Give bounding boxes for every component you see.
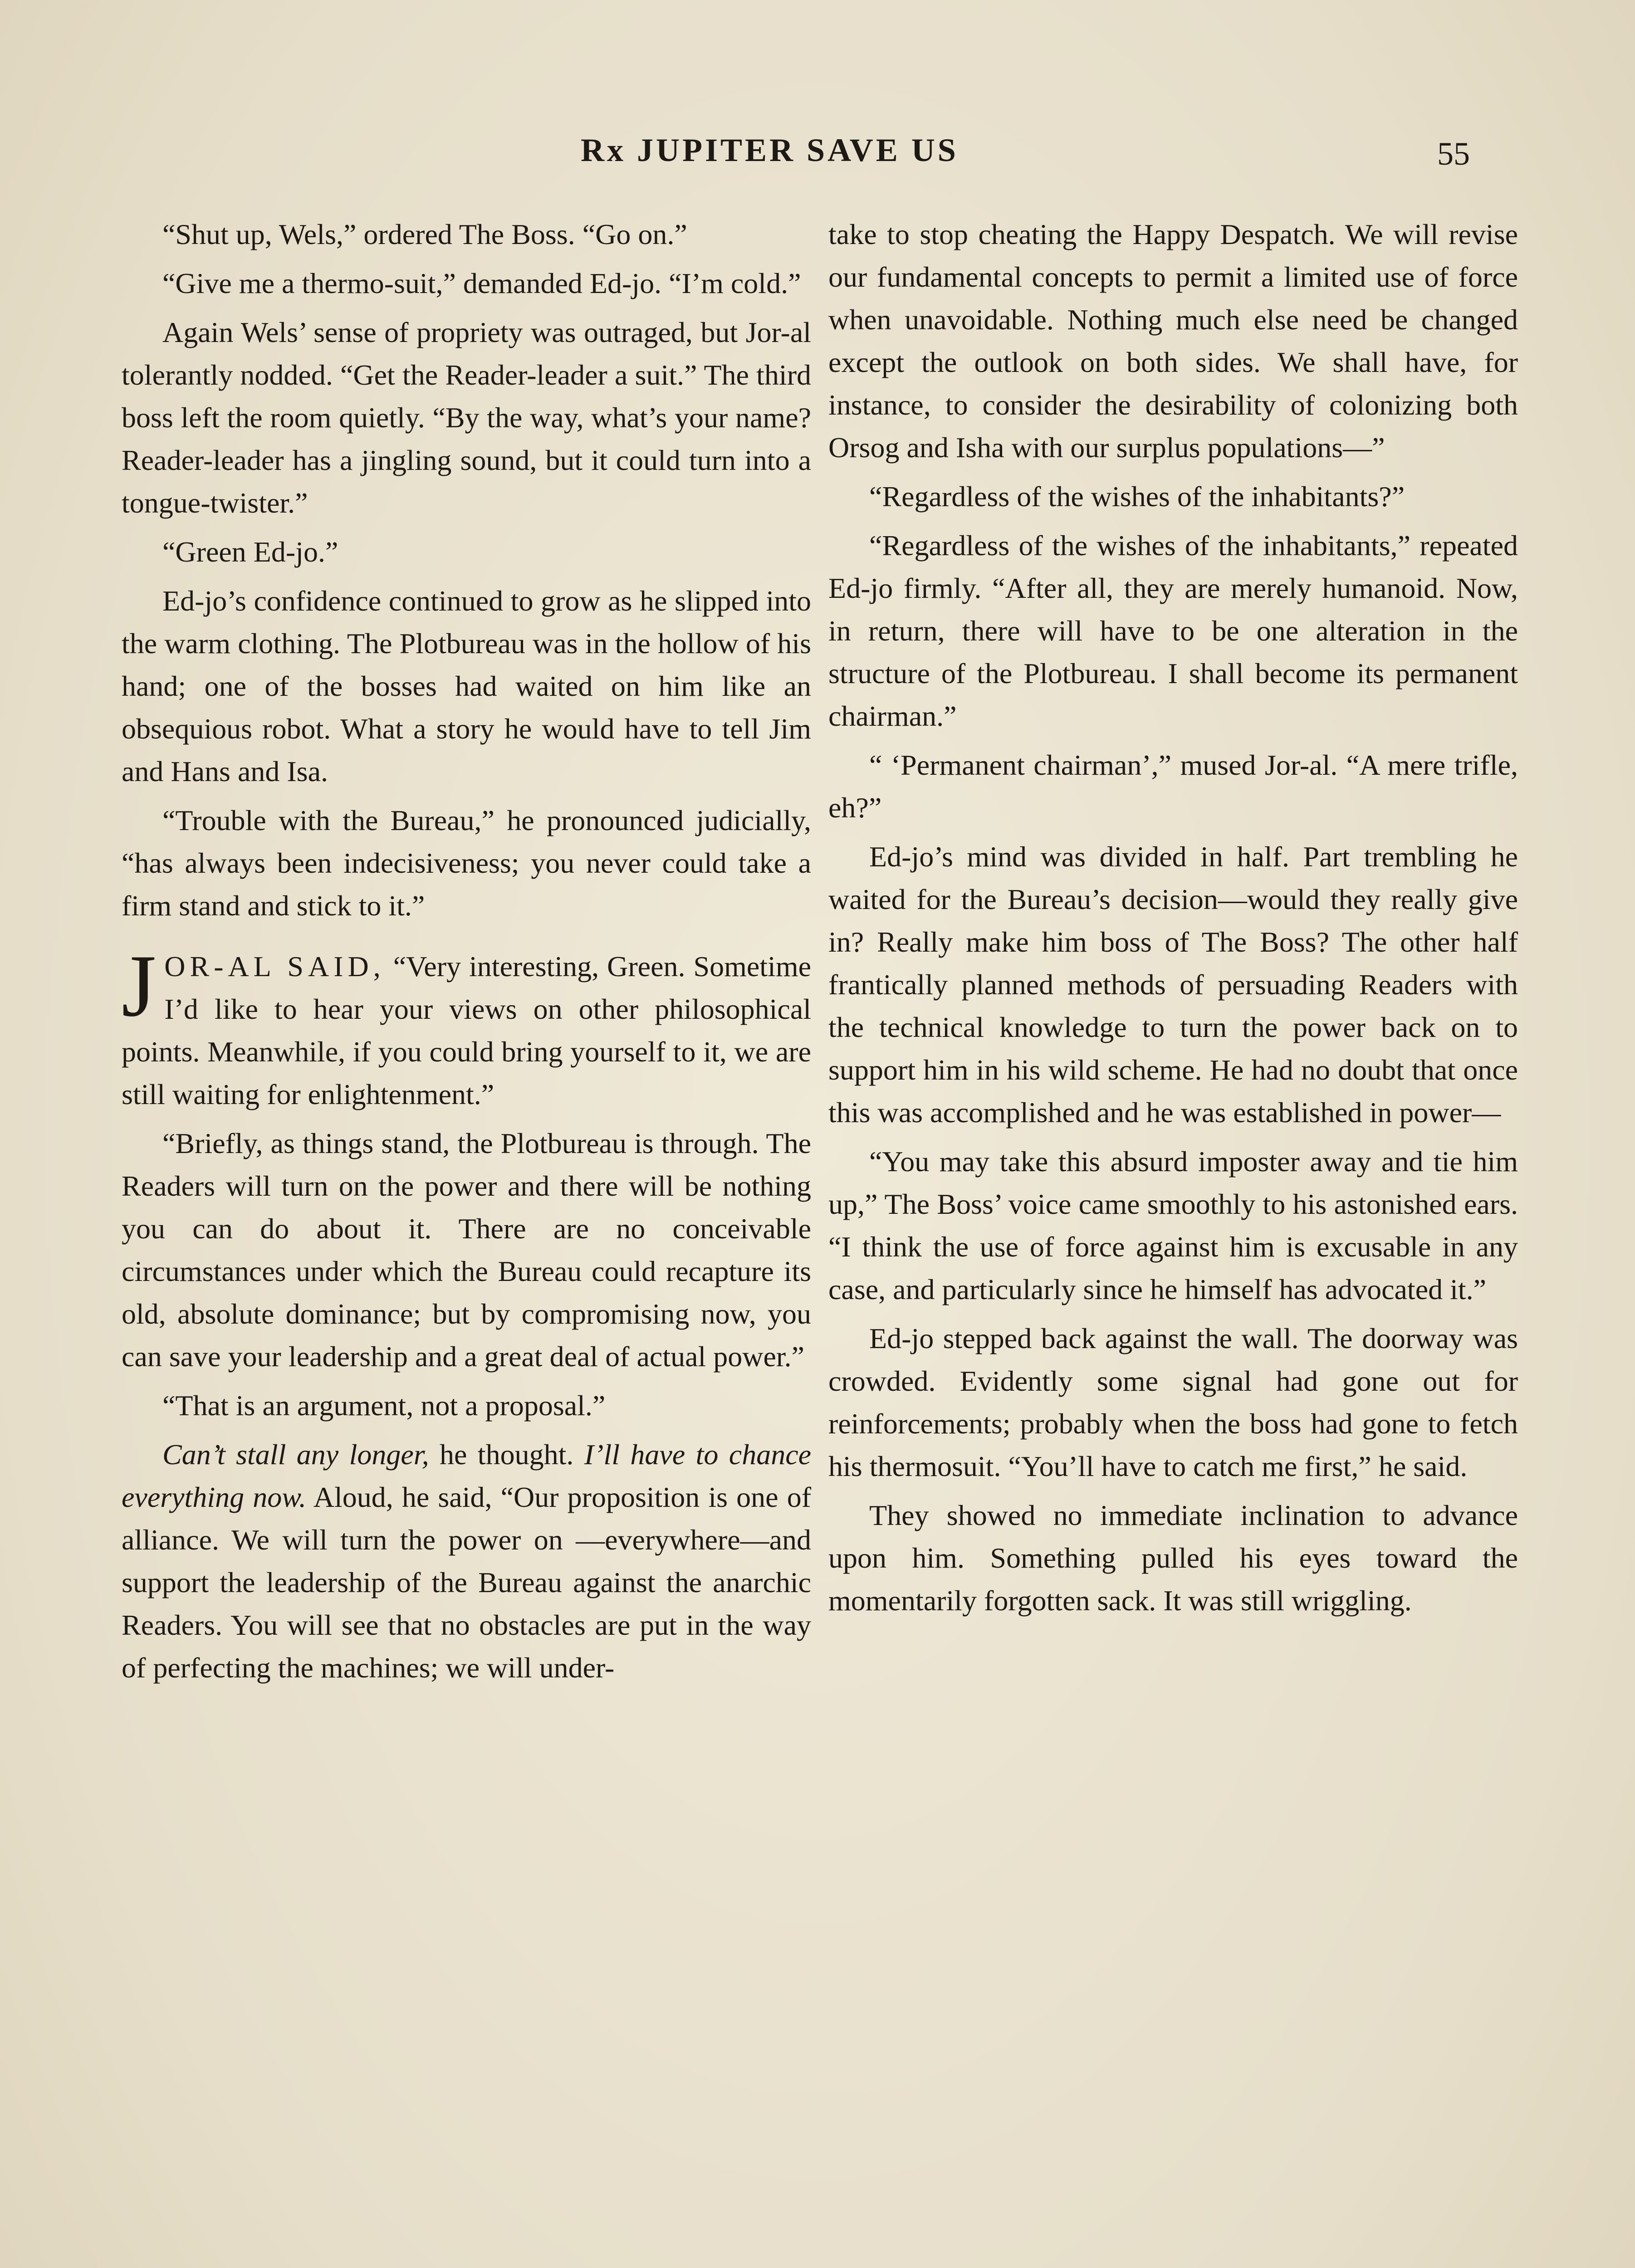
paragraph: They showed no immediate inclination to advance upon him. Something pulled his eyes toward the momentarily forgotten sack. It was still wriggling. bbox=[828, 1499, 1518, 1617]
paragraph: Ed-jo stepped back against the wall. The doorway was crowded. Evidently some signal had gone out for reinforcements; probably when the boss had gone to fetch his thermosuit. “You’ll have to catch me first,” he said. bbox=[828, 1322, 1518, 1482]
drop-cap: J bbox=[122, 937, 157, 1035]
paragraph bbox=[122, 1433, 811, 1689]
paragraph: “Regardless of the wishes of the inhabitants,” repeated Ed-jo firmly. “After all, they are merely humanoid. Now, in return, there will have to be one alteration in the structure of the Plotbureau. I shall become its permanent chairman.” bbox=[828, 529, 1518, 732]
paragraph: “Green Ed-jo.” bbox=[162, 536, 338, 568]
paragraph: “ ‘Permanent chairman’,” mused Jor-al. “A mere trifle, eh?” bbox=[828, 749, 1518, 824]
running-title: Rx JUPITER SAVE US bbox=[581, 132, 959, 168]
right-column bbox=[828, 213, 1518, 1628]
paragraph: “Trouble with the Bureau,” he pronounced judicially, “has always been indecisiveness; you never could take a firm stand and stick to it.” bbox=[122, 804, 811, 922]
paragraph: “That is an argument, not a proposal.” bbox=[162, 1389, 606, 1422]
page-number: 55 bbox=[1437, 136, 1470, 172]
paragraph-text: “Very interesting, Green. Sometime I’d like to hear your views on other philosophical points. Meanwhile, if you could bring yourself to it, we are still waiting for enlightenment.” bbox=[122, 950, 812, 1110]
section-lead: OR-AL SAID, bbox=[164, 950, 385, 982]
paragraph: “Shut up, Wels,” ordered The Boss. “Go on.” bbox=[162, 218, 687, 250]
paragraph: Ed-jo’s mind was divided in half. Part trembling he waited for the Bureau’s decision—would they really give in? Really make him boss of The Boss? The other half frantically planned methods of persuading Readers with the technical knowledge to turn the power back on to support him in his wild scheme. He had no doubt that once this was accomplished and he was established in power— bbox=[828, 841, 1518, 1129]
italic-text: I’ll have to chance everything now. bbox=[122, 1438, 812, 1513]
paragraph: “Give me a thermo-suit,” demanded Ed-jo. “I’m cold.” bbox=[162, 267, 801, 299]
left-column bbox=[122, 213, 811, 1696]
paragraph: “You may take this absurd imposter away and tie him up,” The Boss’ voice came smoothly to his astonished ears. “I think the use of force against him is excusable in any case, and particularly since he himself has advocated it.” bbox=[828, 1145, 1518, 1305]
paragraph: Again Wels’ sense of propriety was outraged, but Jor-al tolerantly nodded. “Get the Reader-leader a suit.” The third boss left the room quietly. “By the way, what’s your name? Reader-leader has a jingling sound, but it could turn into a tongue-twister.” bbox=[122, 316, 811, 519]
page-header bbox=[0, 132, 1635, 177]
italic-text: Can’t stall any longer, bbox=[162, 1438, 429, 1471]
paragraph: Ed-jo’s confidence continued to grow as he slipped into the warm clothing. The Plotbureau was in the hollow of his hand; one of the bosses had waited on him like an obsequious robot. What a story he would have to tell Jim and Hans and Isa. bbox=[122, 585, 811, 787]
paragraph-text: Aloud, he said, “Our proposition is one of alliance. We will turn the power on —everywhere—and support the leadership of the Bureau against the anarchic Readers. You will see that no obstacles are put in the way of perfecting the machines; we will under- bbox=[122, 1481, 812, 1684]
dropcap-paragraph bbox=[122, 937, 812, 1116]
paragraph: take to stop cheating the Happy Despatch. We will revise our fundamental concepts to permit a limited use of force when unavoidable. Nothing much else need be changed except the outlook on both sides. We shall have, for instance, to consider the desirability of colonizing both Orsog and Isha with our surplus populations—” bbox=[828, 218, 1518, 464]
paragraph: “Briefly, as things stand, the Plotbureau is through. The Readers will turn on the power and there will be nothing you can do about it. There are no conceivable circumstances under which the Bureau could recapture its old, absolute dominance; but by compromising now, you can save your leadership and a great deal of actual power.” bbox=[122, 1127, 811, 1373]
paragraph: “Regardless of the wishes of the inhabitants?” bbox=[869, 480, 1405, 513]
paragraph-text: he thought. bbox=[429, 1438, 584, 1471]
